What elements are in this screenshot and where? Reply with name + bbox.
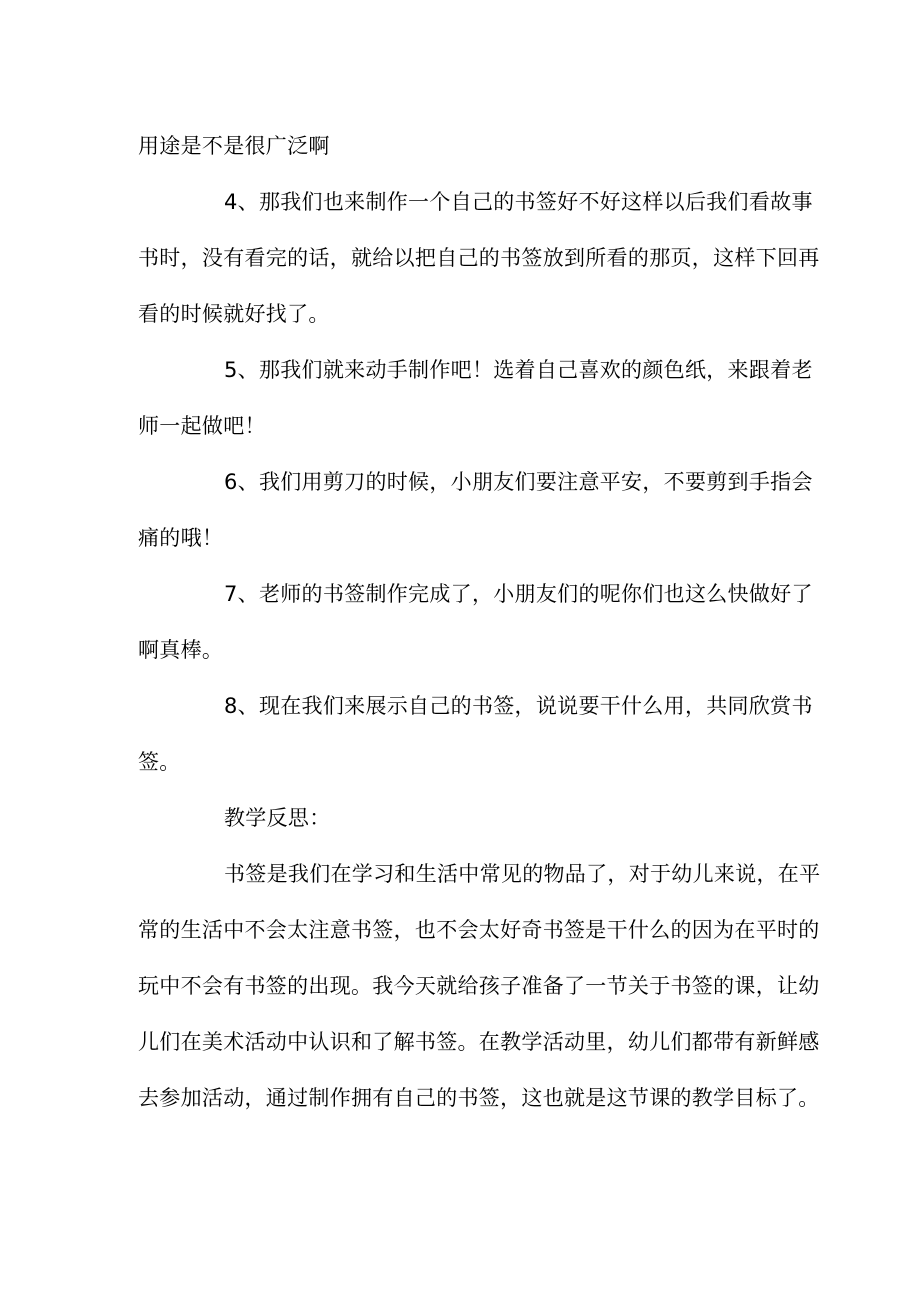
text-line: 用途是不是很广泛啊 xyxy=(138,134,330,158)
text-line: 玩中不会有书签的出现。我今天就给孩子准备了一节关于书签的课，让幼 xyxy=(138,974,820,998)
text-line: 书时，没有看完的话，就给以把自己的书签放到所看的那页，这样下回再 xyxy=(138,246,820,270)
text-line: 去参加活动，通过制作拥有自己的书签，这也就是这节课的教学目标了。 xyxy=(138,1086,820,1110)
section-heading: 教学反思： xyxy=(224,806,331,830)
text-line: 痛的哦！ xyxy=(138,526,224,550)
text-line: 看的时候就好找了。 xyxy=(138,302,330,326)
text-line: 7、老师的书签制作完成了，小朋友们的呢你们也这么快做好了 xyxy=(224,582,813,606)
text-line: 4、那我们也来制作一个自己的书签好不好这样以后我们看故事 xyxy=(224,190,813,214)
text-line: 儿们在美术活动中认识和了解书签。在教学活动里，幼儿们都带有新鲜感 xyxy=(138,1030,820,1054)
text-line: 8、现在我们来展示自己的书签，说说要干什么用，共同欣赏书 xyxy=(224,694,813,718)
text-line: 常的生活中不会太注意书签，也不会太好奇书签是干什么的因为在平时的 xyxy=(138,918,820,942)
text-line: 书签是我们在学习和生活中常见的物品了，对于幼儿来说，在平 xyxy=(224,862,821,886)
text-line: 5、那我们就来动手制作吧！选着自己喜欢的颜色纸，来跟着老 xyxy=(224,358,813,382)
text-line: 师一起做吧！ xyxy=(138,414,266,438)
text-line: 啊真棒。 xyxy=(138,638,224,662)
text-line: 6、我们用剪刀的时候，小朋友们要注意平安，不要剪到手指会 xyxy=(224,470,813,494)
text-line: 签。 xyxy=(138,750,181,774)
